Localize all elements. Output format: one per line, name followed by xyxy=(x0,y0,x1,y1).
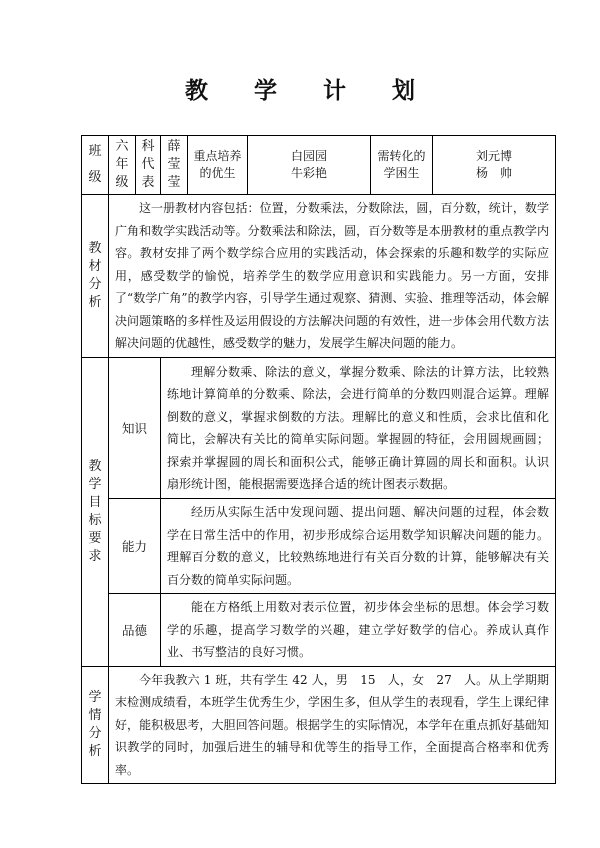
morality-text: 能在方格纸上用数对表示位置，初步体会坐标的思想。体会学习数学的乐趣，提高学习数学的兴趣，建立学好数学的信心。养成认真作业、书写整洁的良好习惯。 xyxy=(167,600,549,659)
morality-label: 品德 xyxy=(109,594,161,667)
label-char: 求 xyxy=(88,548,102,564)
knowledge-text: 理解分数乘、除法的意义，掌握分数乘、除法的计算方法，比较熟练地计算简单的分数乘、除法，会进行简单的分数四则混合运算。理解倒数的意义，掌握求倒数的方法。理解比的意义和性质，会求比值和化简比，会解决有关比的简单实际问题。掌握圆的特征，会用圆规画圆；探索并掌握圆的周长和面积公式，能够正确计算圆的周长和面积。认识扇形统计图，能根据需要选择合适的统计图表示数据。 xyxy=(167,364,549,491)
label-char: 析 xyxy=(88,295,102,310)
subject-rep-name-cell xyxy=(161,136,188,195)
goal-morality-row xyxy=(82,594,556,667)
subject-rep-name-char: 莹 xyxy=(167,175,181,190)
ability-label: 能力 xyxy=(109,499,161,594)
goal-ability-row xyxy=(82,499,556,594)
ability-text: 经历从实际生活中发现问题、提出问题、解决问题的过程，体会数学在日常生活中的作用，初步形成综合运用数学知识解决问题的能力。理解百分数的意义，比较熟练地进行有关百分数的计算，能够解决有关百分数的简单实际问题。 xyxy=(167,505,549,587)
label-char: 标 xyxy=(88,512,102,528)
key-students-names: 白园园 牛彩艳 xyxy=(290,149,327,180)
student-analysis-text: 今年我教六 1 班，共有学生 42 人，男 15 人，女 27 人。从上学期期末检测成绩看，本班学生优秀生少，学困生多，但从学生的表现看，学生上课纪律好，能积极思考，大胆回答问题。根据学生的实际情况，本学年在重点抓好基础知识教学的同时，加强后进生的辅导和优等生的指导工作，全面提高合格率和优秀率。 xyxy=(115,672,549,777)
teaching-goals-label xyxy=(82,358,109,667)
subject-rep-char: 代 xyxy=(141,157,155,172)
class-label-char: 级 xyxy=(88,170,102,185)
label-char: 学 xyxy=(88,476,102,492)
student-analysis-label xyxy=(82,666,109,784)
class-value-char: 级 xyxy=(115,175,129,190)
subject-rep-char: 表 xyxy=(141,175,155,190)
transform-students-names: 刘元博 杨 帅 xyxy=(475,149,512,180)
subject-rep-char: 科 xyxy=(141,139,155,154)
key-students-label: 重点培养 的优生 xyxy=(193,149,242,180)
label-char: 情 xyxy=(88,707,102,723)
subject-rep-name-char: 薛 xyxy=(167,139,181,154)
material-analysis-label xyxy=(82,195,109,358)
subject-rep-label-cell xyxy=(136,136,161,195)
class-value-char: 六 xyxy=(115,139,129,154)
transform-students-label: 需转化的 学困生 xyxy=(377,149,426,180)
label-char: 学 xyxy=(88,689,102,705)
student-analysis-row xyxy=(82,666,556,784)
class-label-cell xyxy=(82,136,109,195)
class-value-char: 年 xyxy=(115,157,129,172)
material-analysis-row xyxy=(82,195,556,358)
goal-knowledge-row xyxy=(82,358,556,499)
label-char: 教 xyxy=(88,241,102,256)
label-char: 分 xyxy=(88,277,102,292)
label-char: 分 xyxy=(88,725,102,741)
label-char: 要 xyxy=(88,530,102,546)
label-char: 材 xyxy=(88,259,102,274)
class-value-cell xyxy=(109,136,136,195)
subject-rep-name-char: 莹 xyxy=(167,157,181,172)
knowledge-label: 知识 xyxy=(109,358,161,499)
page-title: 教 学 计 划 xyxy=(184,77,435,104)
label-char: 教 xyxy=(88,458,102,474)
teaching-plan-table xyxy=(81,135,556,784)
label-char: 析 xyxy=(88,743,102,759)
header-row xyxy=(82,136,556,195)
label-char: 目 xyxy=(88,494,102,510)
class-label-char: 班 xyxy=(88,144,102,159)
material-analysis-text: 这一册教材内容包括：位置，分数乘法，分数除法，圆，百分数，统计，数学广角和数学实践活动等。分数乘法和除法，圆，百分数等是本册教材的重点教学内容。教材安排了两个数学综合应用的实践活动，体会探索的乐趣和数学的实际应用，感受数学的愉悦，培养学生的数学应用意识和实践能力。另一方面，安排了“数学广角”的教学内容，引导学生通过观察、猜测、实验、推理等活动，体会解决问题策略的多样性及运用假设的方法解决问题的有效性，进一步体会用代数方法解决问题的优越性，感受数学的魅力，发展学生解决问题的能力。 xyxy=(115,201,549,351)
